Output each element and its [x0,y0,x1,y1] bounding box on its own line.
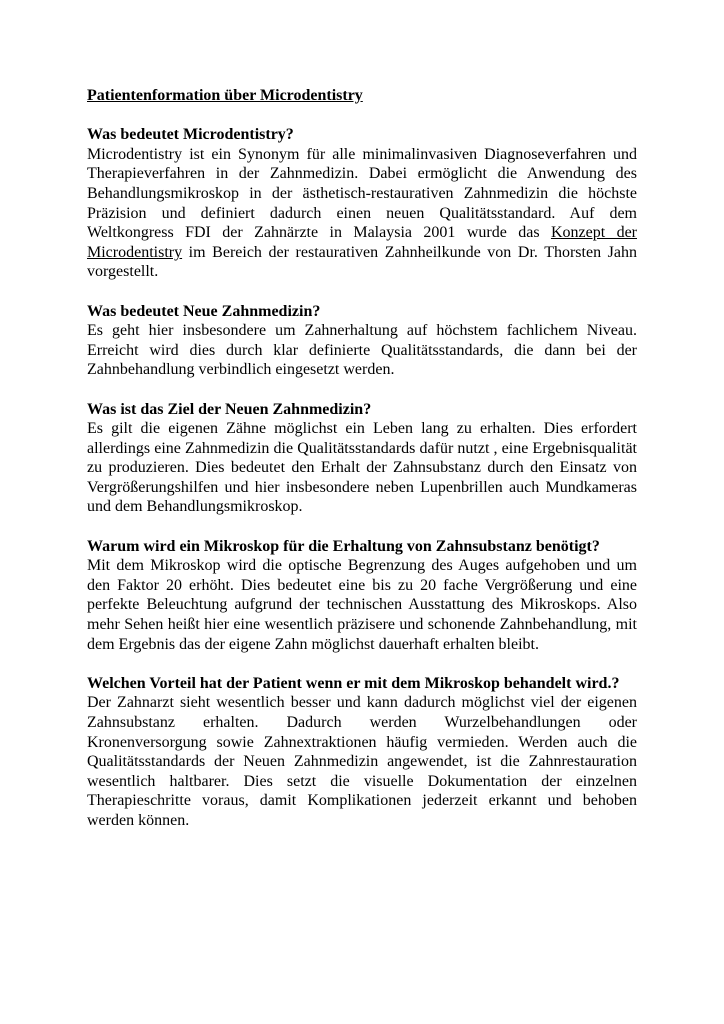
section-heading: Was bedeutet Microdentistry? [87,126,294,144]
section-mikroskop [87,537,637,655]
document-title: Patientenformation über Microdentistry [87,87,363,104]
section-text [87,145,637,282]
section-text-part: im Bereich der restaurativen Zahnheilkunde von Dr. Thorsten Jahn vorgestellt. [87,243,637,281]
section-heading: Warum wird ein Mikroskop für die Erhaltung von Zahnsubstanz benötigt? [87,537,600,555]
section-heading: Was ist das Ziel der Neuen Zahnmedizin? [87,400,372,418]
section-neue-zahnmedizin [87,302,637,380]
section-text: Der Zahnarzt sieht wesentlich besser und kann dadurch möglichst viel der eigenen Zahnsubstanz erhalten. Dadurch werden Wurzelbehandlungen oder Kronenversorgung sowie Zahnextraktionen häufig vermieden. Werden auch die Qualitätsstandards der Neuen Zahnmedizin angewendet, ist die Zahnrestauration wesentlich haltbarer. Dies setzt die visuelle Dokumentation der einzelnen Therapieschritte voraus, damit Komplikationen jederzeit erkannt und behoben werden können. [87,694,637,829]
section-vorteil [87,674,637,831]
document-page [87,86,637,850]
section-heading: Welchen Vorteil hat der Patient wenn er mit dem Mikroskop behandelt wird.? [87,674,620,692]
section-ziel [87,400,637,518]
section-microdentistry [87,125,637,282]
section-heading: Was bedeutet Neue Zahnmedizin? [87,302,321,320]
section-text: Mit dem Mikroskop wird die optische Begrenzung des Auges aufgehoben und um den Faktor 20 erhöht. Dies bedeutet eine bis zu 20 fache Vergrößerung und eine perfekte Beleuchtung aufgrund der technischen Ausstattung des Mikroskops. Also mehr Sehen heißt hier eine wesentlich präzisere und schonende Zahnbehandlung, mit dem Ergebnis das der eigene Zahn möglichst dauerhaft erhalten bleibt. [87,557,637,653]
konzept-link[interactable]: Konzept der Microdentistry [87,224,637,261]
section-text: Es geht hier insbesondere um Zahnerhaltung auf höchstem fachlichem Niveau. Erreicht wird dies durch klar definierte Qualitätsstandards, die dann bei der Zahnbehandlung verbindlich eingesetzt werden. [87,322,637,379]
section-text: Es gilt die eigenen Zähne möglichst ein Leben lang zu erhalten. Dies erfordert allerdings eine Zahnmedizin die Qualitätsstandards dafür nutzt , eine Ergebnisqualität zu produzieren. Dies bedeutet den Erhalt der Zahnsubstanz durch den Einsatz von Vergrößerungshilfen und hier insbesondere neben Lupenbrillen auch Mundkameras und dem Behandlungsmikroskop. [87,420,637,516]
section-text-part: Microdentistry ist ein Synonym für alle minimalinvasiven Diagnoseverfahren und Therapieverfahren in der Zahnmedizin. Dabei ermöglicht die Anwendung des Behandlungsmikroskop in der ästhetisch-restaurativen Zahnmedizin die höchste Präzision und definiert dadurch einen neuen Qualitätsstandard. Auf dem Weltkongress FDI der Zahnärzte in Malaysia 2001 wurde das [87,145,637,242]
